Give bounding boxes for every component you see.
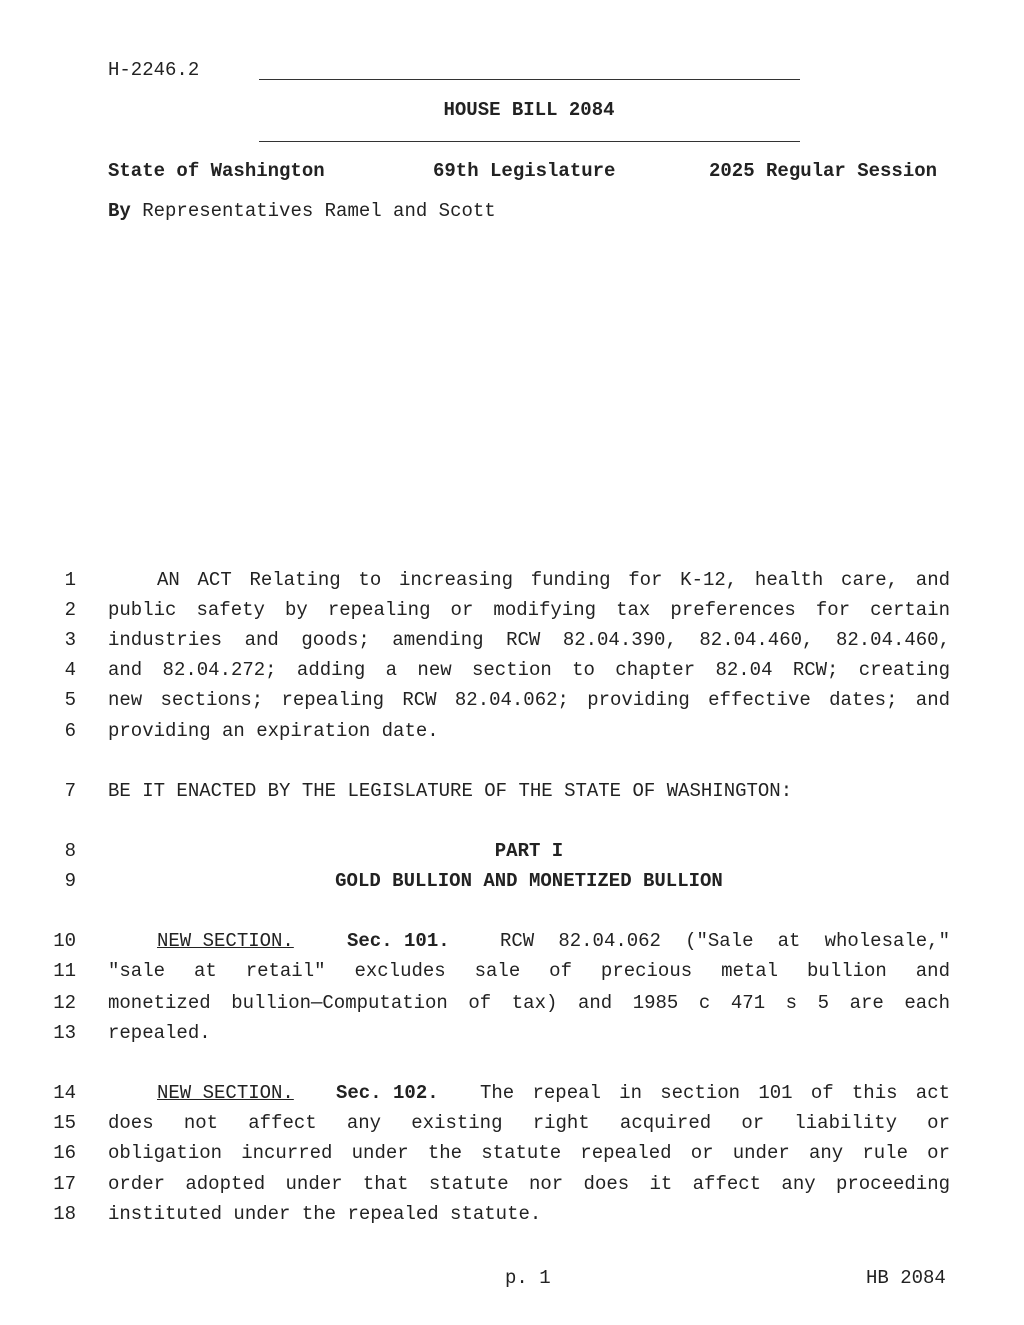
section-102-line-1: The repeal in section 101 of this act	[480, 1082, 950, 1104]
section-102-line-2: does not affect any existing right acquired or liability or	[108, 1112, 950, 1134]
line-number: 7	[64, 780, 76, 802]
line-number: 3	[64, 629, 76, 651]
section-number-101: Sec. 101.	[347, 930, 450, 952]
line-number: 1	[64, 569, 76, 591]
section-101-line-4: repealed.	[108, 1022, 211, 1044]
section-102-line-4: order adopted under that statute nor does it affect any proceeding	[108, 1173, 950, 1195]
section-102-line-3: obligation incurred under the statute repealed or under any rule or	[108, 1142, 950, 1164]
new-section-label-101: NEW SECTION.	[157, 930, 294, 952]
line-number: 16	[53, 1142, 76, 1164]
part-number: PART I	[494, 840, 564, 862]
footer-bill-ref: HB 2084	[866, 1267, 946, 1289]
line-number: 5	[64, 689, 76, 711]
act-line-2: public safety by repealing or modifying tax preferences for certain	[108, 599, 950, 621]
session-name: 2025 Regular Session	[709, 160, 938, 182]
document-id: H-2246.2	[108, 59, 200, 81]
state-name: State of Washington	[108, 160, 325, 182]
line-number: 4	[64, 659, 76, 681]
title-rule-bottom	[259, 141, 800, 142]
act-line-6: providing an expiration date.	[108, 720, 439, 742]
act-line-5: new sections; repealing RCW 82.04.062; providing effective dates; and	[108, 689, 950, 711]
act-line-1: AN ACT Relating to increasing funding for K-12, health care, and	[157, 569, 950, 591]
line-number: 10	[53, 930, 76, 952]
part-title: GOLD BULLION AND MONETIZED BULLION	[335, 870, 723, 892]
legislature-number: 69th Legislature	[433, 160, 616, 182]
new-section-label-102: NEW SECTION.	[157, 1082, 294, 1104]
line-number: 12	[53, 992, 76, 1014]
line-number: 9	[64, 870, 76, 892]
line-number: 8	[64, 840, 76, 862]
section-101-line-2: "sale at retail" excludes sale of precious metal bullion and	[108, 960, 950, 982]
enacting-clause: BE IT ENACTED BY THE LEGISLATURE OF THE STATE OF WASHINGTON:	[108, 780, 793, 802]
title-rule-top	[259, 79, 800, 80]
act-line-3: industries and goods; amending RCW 82.04.390, 82.04.460, 82.04.460,	[108, 629, 950, 651]
line-number: 13	[53, 1022, 76, 1044]
section-101-line-1: RCW 82.04.062 ("Sale at wholesale,"	[500, 930, 950, 952]
line-number: 17	[53, 1173, 76, 1195]
by-label: By	[108, 200, 131, 222]
line-number: 18	[53, 1203, 76, 1225]
line-number: 15	[53, 1112, 76, 1134]
sponsor-line	[108, 200, 496, 222]
section-101-line-3: monetized bullion—Computation of tax) and 1985 c 471 s 5 are each	[108, 992, 950, 1014]
line-number: 2	[64, 599, 76, 621]
section-number-102: Sec. 102.	[336, 1082, 439, 1104]
line-number: 14	[53, 1082, 76, 1104]
line-number: 6	[64, 720, 76, 742]
sponsors: Representatives Ramel and Scott	[142, 200, 496, 222]
bill-title: HOUSE BILL 2084	[443, 99, 615, 121]
line-number: 11	[53, 960, 76, 982]
page-number: p. 1	[505, 1267, 551, 1289]
act-line-4: and 82.04.272; adding a new section to chapter 82.04 RCW; creating	[108, 659, 950, 681]
section-102-line-5: instituted under the repealed statute.	[108, 1203, 542, 1225]
